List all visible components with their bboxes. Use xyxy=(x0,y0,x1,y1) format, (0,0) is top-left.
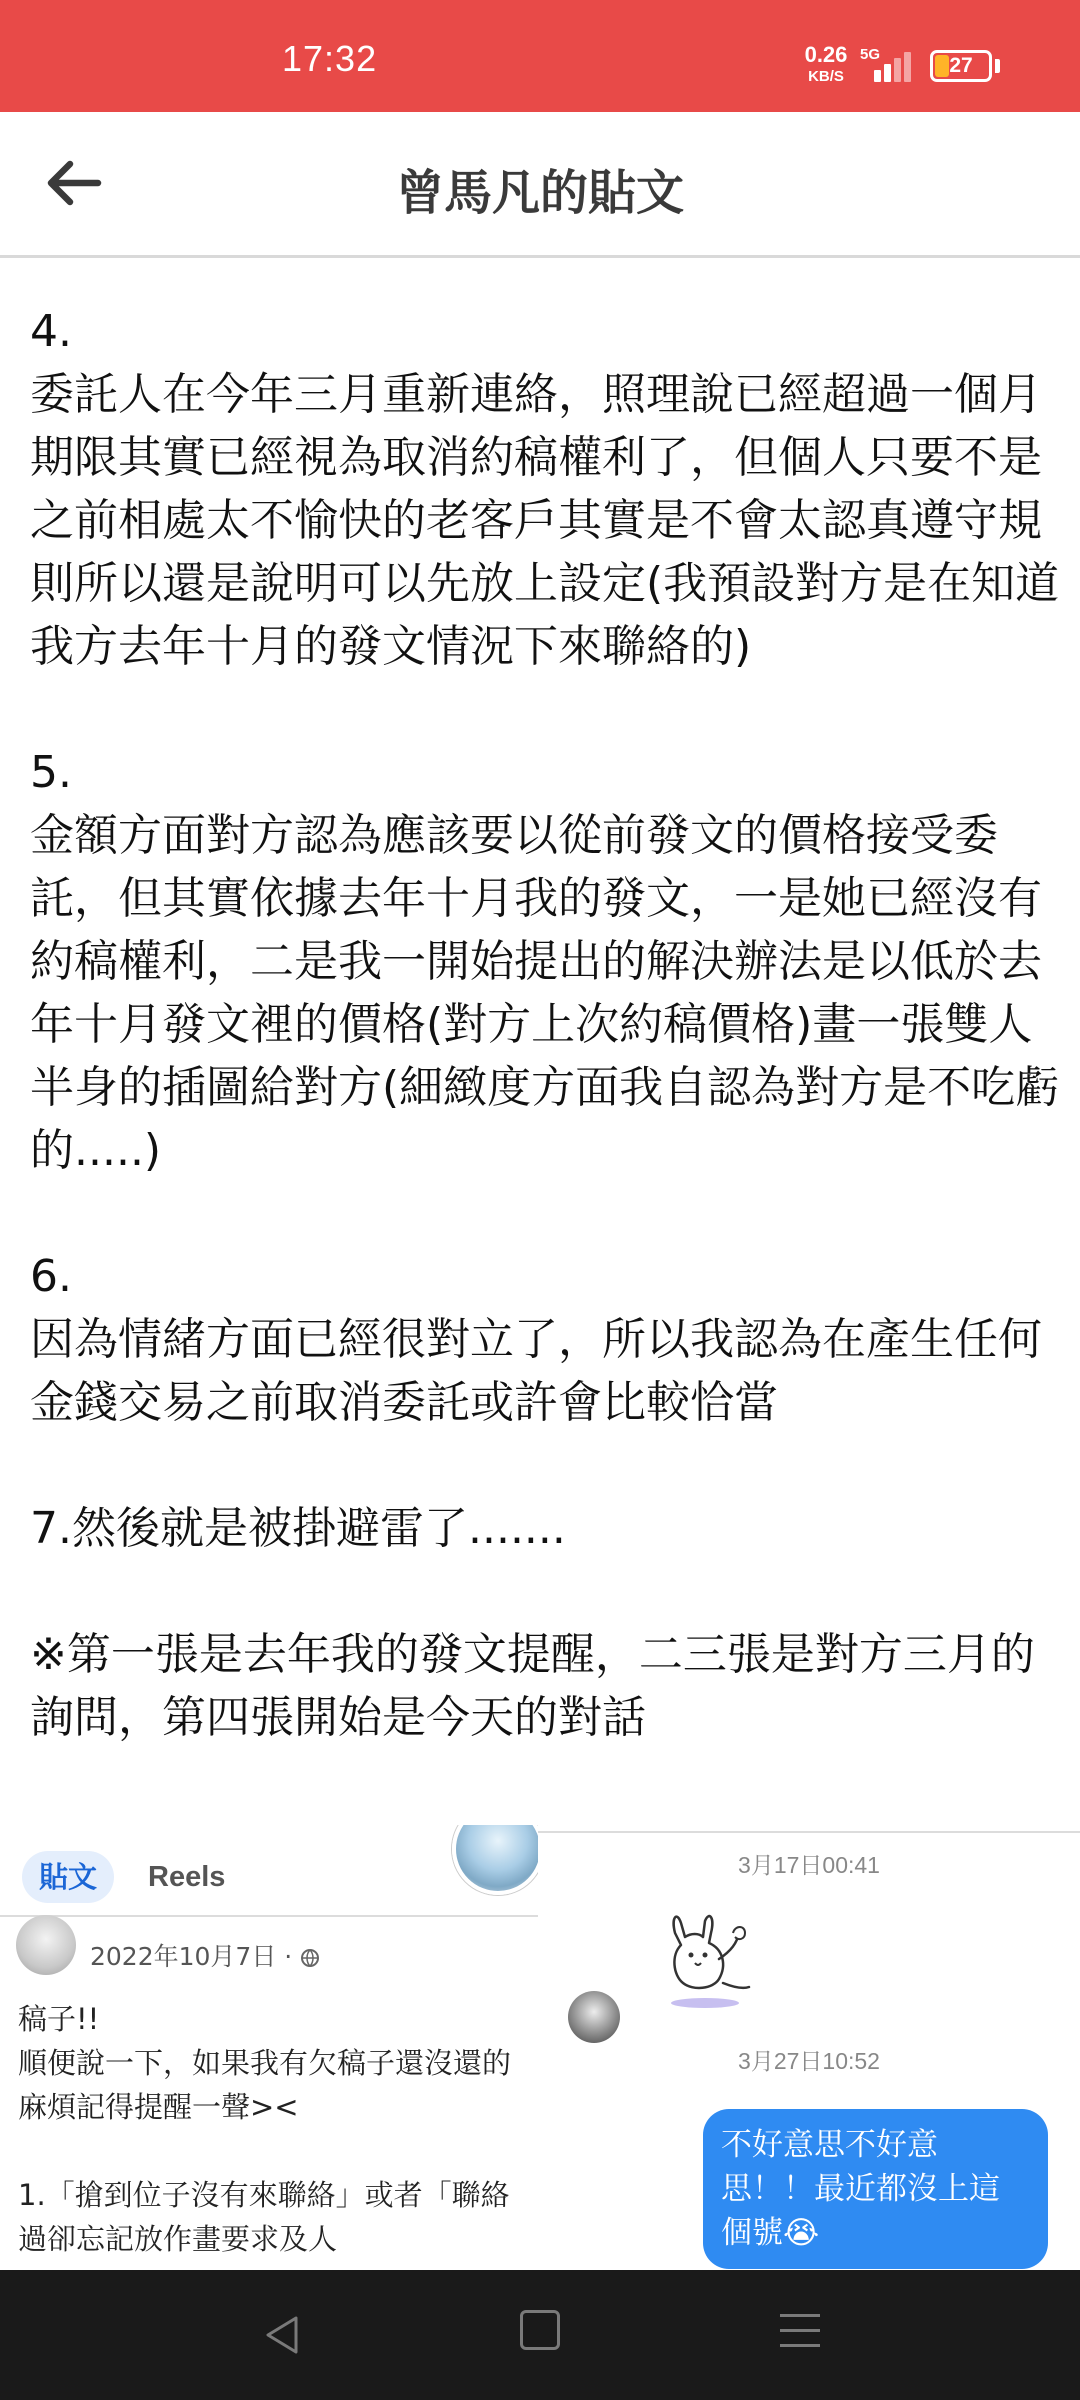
battery-tip xyxy=(995,59,1000,73)
globe-icon xyxy=(300,1948,320,1968)
network-speed xyxy=(798,44,854,88)
attached-images[interactable] xyxy=(0,1825,1080,2270)
tab-reels: Reels xyxy=(148,1861,226,1893)
chat-message-bubble: 不好意思不好意思！！最近都沒上這個號😭 xyxy=(703,2109,1048,2269)
post-date xyxy=(90,1937,320,1973)
signal-icon xyxy=(872,52,920,82)
status-time: 17:32 xyxy=(282,38,378,79)
tab-posts: 貼文 xyxy=(22,1851,114,1903)
navigation-bar xyxy=(0,2270,1080,2400)
menu-lines-icon[interactable] xyxy=(780,2314,820,2354)
triangle-back-icon[interactable] xyxy=(258,2310,308,2360)
battery-icon xyxy=(930,50,992,82)
attached-image-2[interactable] xyxy=(538,1831,1080,2270)
post-author-avatar xyxy=(16,1915,76,1975)
post-body-text: 4. 委託人在今年三月重新連絡，照理說已經超過一個月期限其實已經視為取消約稿權利了，但個人只要不是之前相處太不愉快的老客戶其實是不會太認真遵守規則所以還是說明可以先放上設定(我預設對方是在知道我方去年十月的發文情況下來聯絡的) 5. 金額方面對方認為應該要以從前發文的價格接受委託，但其實依據去年十月我的發文，一是她已經沒有約稿權利，二是我一開始提出的解決辦法是以低於去年十月發文裡的價格(對方上次約稿價格)畫一張雙人半身的插圖給對方(細緻度方面我自認為對方是不吃虧的.....) 6. 因為情緒方面已經很對立了，所以我認為在產生任何金錢交易之前取消委託或許會比較恰當 7.然後就是被掛避雷了....... ※第一張是去年我的發文提醒，二三張是對方三月的詢問，第四張開始是今天的對話 xyxy=(30,306,1060,1743)
status-bar xyxy=(0,0,1080,112)
chat-timestamp-2: 3月27日10:52 xyxy=(738,2048,880,2074)
network-speed-value: 0.26 xyxy=(804,42,848,67)
chat-timestamp-1: 3月17日00:41 xyxy=(738,1852,880,1878)
battery-level: 27 xyxy=(949,54,973,77)
embedded-post-text: 稿子!! 順便說一下，如果我有欠稿子還沒還的麻煩記得提醒一聲>< 1.「搶到位子沒有來聯絡」或者「聯絡過卻忘記放作畫要求及人 xyxy=(18,2002,512,2256)
attached-image-1[interactable] xyxy=(0,1825,538,2270)
chat-avatar xyxy=(568,1991,620,2043)
bunny-sticker-icon xyxy=(653,1903,763,2013)
post-date-text: 2022年10月7日 · xyxy=(90,1942,301,1971)
page-title: 曾馬凡的貼文 xyxy=(395,165,684,221)
square-home-icon[interactable] xyxy=(520,2310,560,2350)
app-header xyxy=(0,112,1080,258)
network-type: 5G xyxy=(860,46,881,63)
network-speed-unit: KB/S xyxy=(808,68,844,85)
